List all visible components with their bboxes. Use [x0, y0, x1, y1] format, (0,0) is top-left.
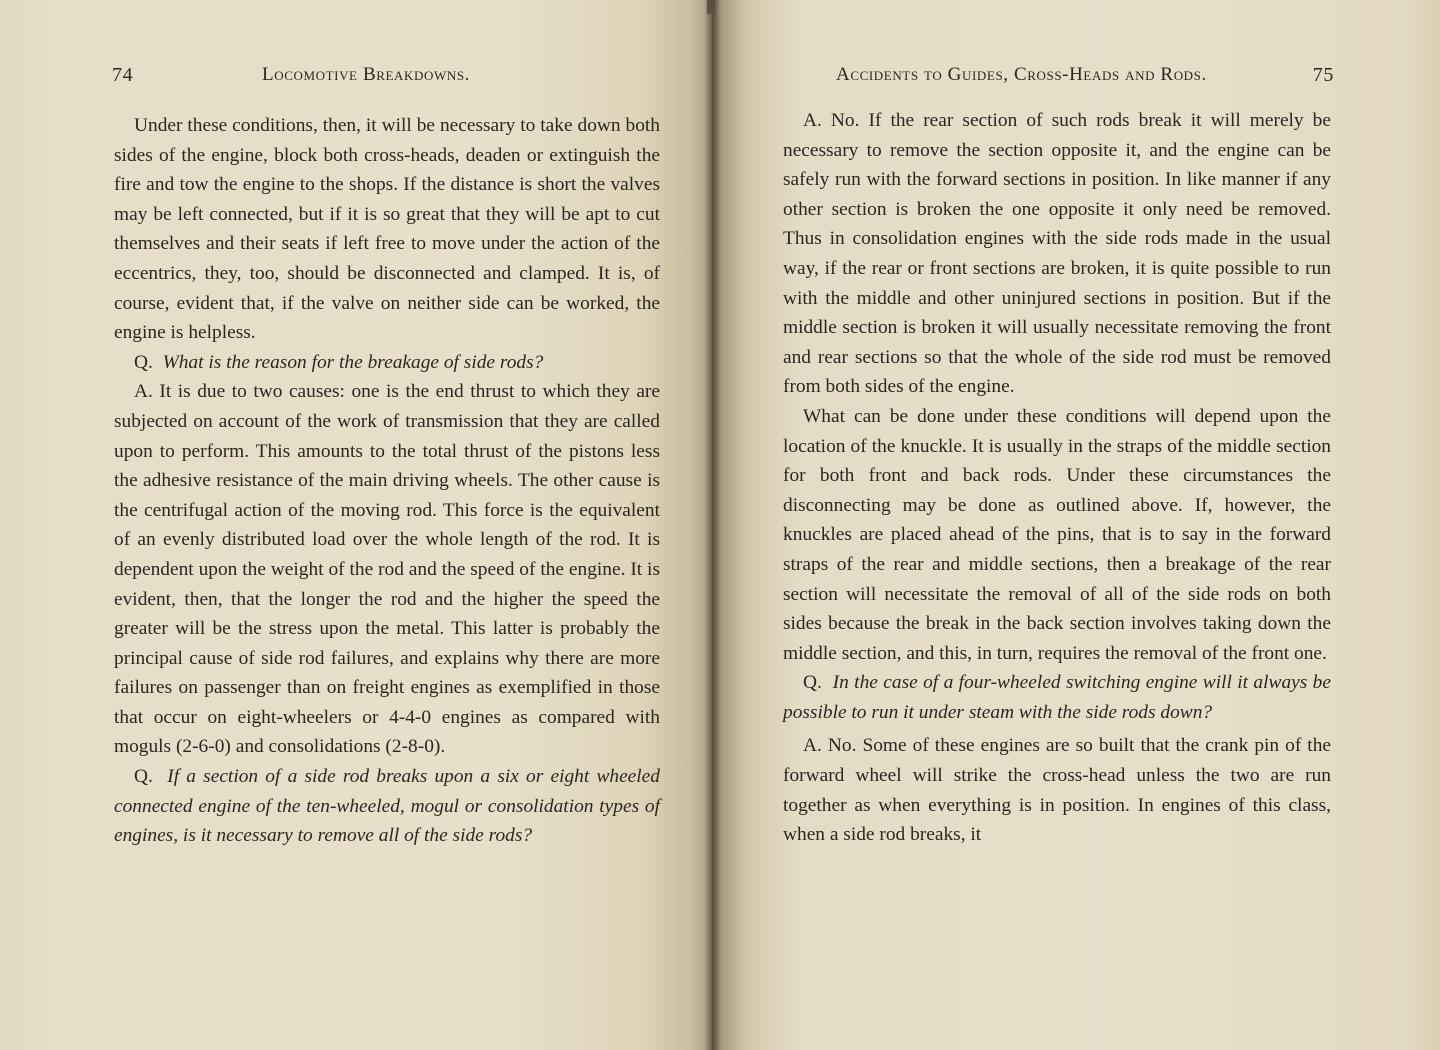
right-running-head — [782, 64, 1334, 94]
question-label: Q. — [134, 351, 153, 373]
left-page-number: 74 — [112, 64, 134, 86]
left-running-title: Locomotive Breakdowns. — [262, 64, 471, 85]
right-running-title: Accidents to Guides, Cross-Heads and Rods. — [836, 64, 1207, 85]
left-text-block — [114, 111, 660, 851]
question-paragraph — [783, 668, 1331, 727]
binding-tab — [707, 0, 715, 14]
question-label: Q. — [803, 672, 822, 694]
paragraph: A. It is due to two causes: one is the end thrust to which they are subjected on account of the work of transmission that they are called upon to perform. This amounts to the total thrust of the pistons less the adhesive resistance of the main driving wheels. The other cause is the centrifugal action of the moving rod. This force is the equivalent of an evenly distributed load over the whole length of the rod. It is dependent upon the weight of the rod and the speed of the engine. It is evident, then, that the longer the rod and the higher the speed the greater will be the stress upon the metal. This latter is probably the principal cause of side rod failures, and explains why there are more failures on passenger than on freight engines as exemplified in those that occur on eight-wheelers or 4-4-0 engines as compared with moguls (2-6-0) and consolidations (2-8-0). — [114, 381, 660, 758]
question-paragraph — [114, 348, 660, 378]
question-text: If a section of a side rod breaks upon a six or eight wheeled connected engine of the ten-wheeled, mogul or consolidation types of engines, is it necessary to remove all of the side rods? — [114, 766, 660, 847]
right-page-number: 75 — [1312, 64, 1334, 86]
paragraph: What can be done under these conditions will depend upon the location of the knuckle. It is usually in the straps of the middle section for both front and back rods. Under these circumstances the disconnecting may be done as outlined above. If, however, the knuckles are placed ahead of the pins, that is to say in the forward straps of the rear and middle sections, then a breakage of the rear section will necessitate the removal of all of the side rods on both sides because the break in the back section involves taking down the middle section, and this, in turn, requires the removal of the front one. — [783, 405, 1331, 664]
question-paragraph — [114, 762, 660, 851]
right-text-block — [783, 106, 1331, 850]
question-label: Q. — [134, 766, 153, 788]
question-text: What is the reason for the breakage of side rods? — [162, 351, 544, 373]
paragraph: Under these conditions, then, it will be necessary to take down both sides of the engine, block both cross-heads, deaden or extinguish the fire and tow the engine to the shops. If the distance is short the valves may be left connected, but if it is so great that they will be apt to cut themselves and their seats if left free to move under the action of the eccentrics, they, too, should be disconnected and clamped. It is, of course, evident that, if the valve on neither side can be worked, the engine is helpless. — [114, 115, 660, 344]
left-running-head — [112, 64, 662, 94]
paragraph: A. No. If the rear section of such rods break it will merely be necessary to remove the section opposite it, and the engine can be safely run with the forward sections in position. In like manner if any other section is broken the one opposite it only need be removed. Thus in consolidation engines with the side rods made in the usual way, if the rear or front sections are broken, it is quite possible to run with the middle and other uninjured sections in position. But if the middle section is broken it will usually necessitate removing the front and rear sections so that the whole of the side rod must be removed from both sides of the engine. — [783, 110, 1331, 398]
right-page — [712, 0, 1440, 1050]
left-page — [0, 0, 712, 1050]
paragraph: A. No. Some of these engines are so built that the crank pin of the forward wheel will strike the cross-head unless the two are run together as when everything is in position. In engines of this class, when a side rod breaks, it — [783, 735, 1331, 846]
book-gutter — [704, 0, 720, 1050]
question-text: In the case of a four-wheeled switching engine will it always be possible to run it under steam with the side rods down? — [783, 672, 1331, 723]
